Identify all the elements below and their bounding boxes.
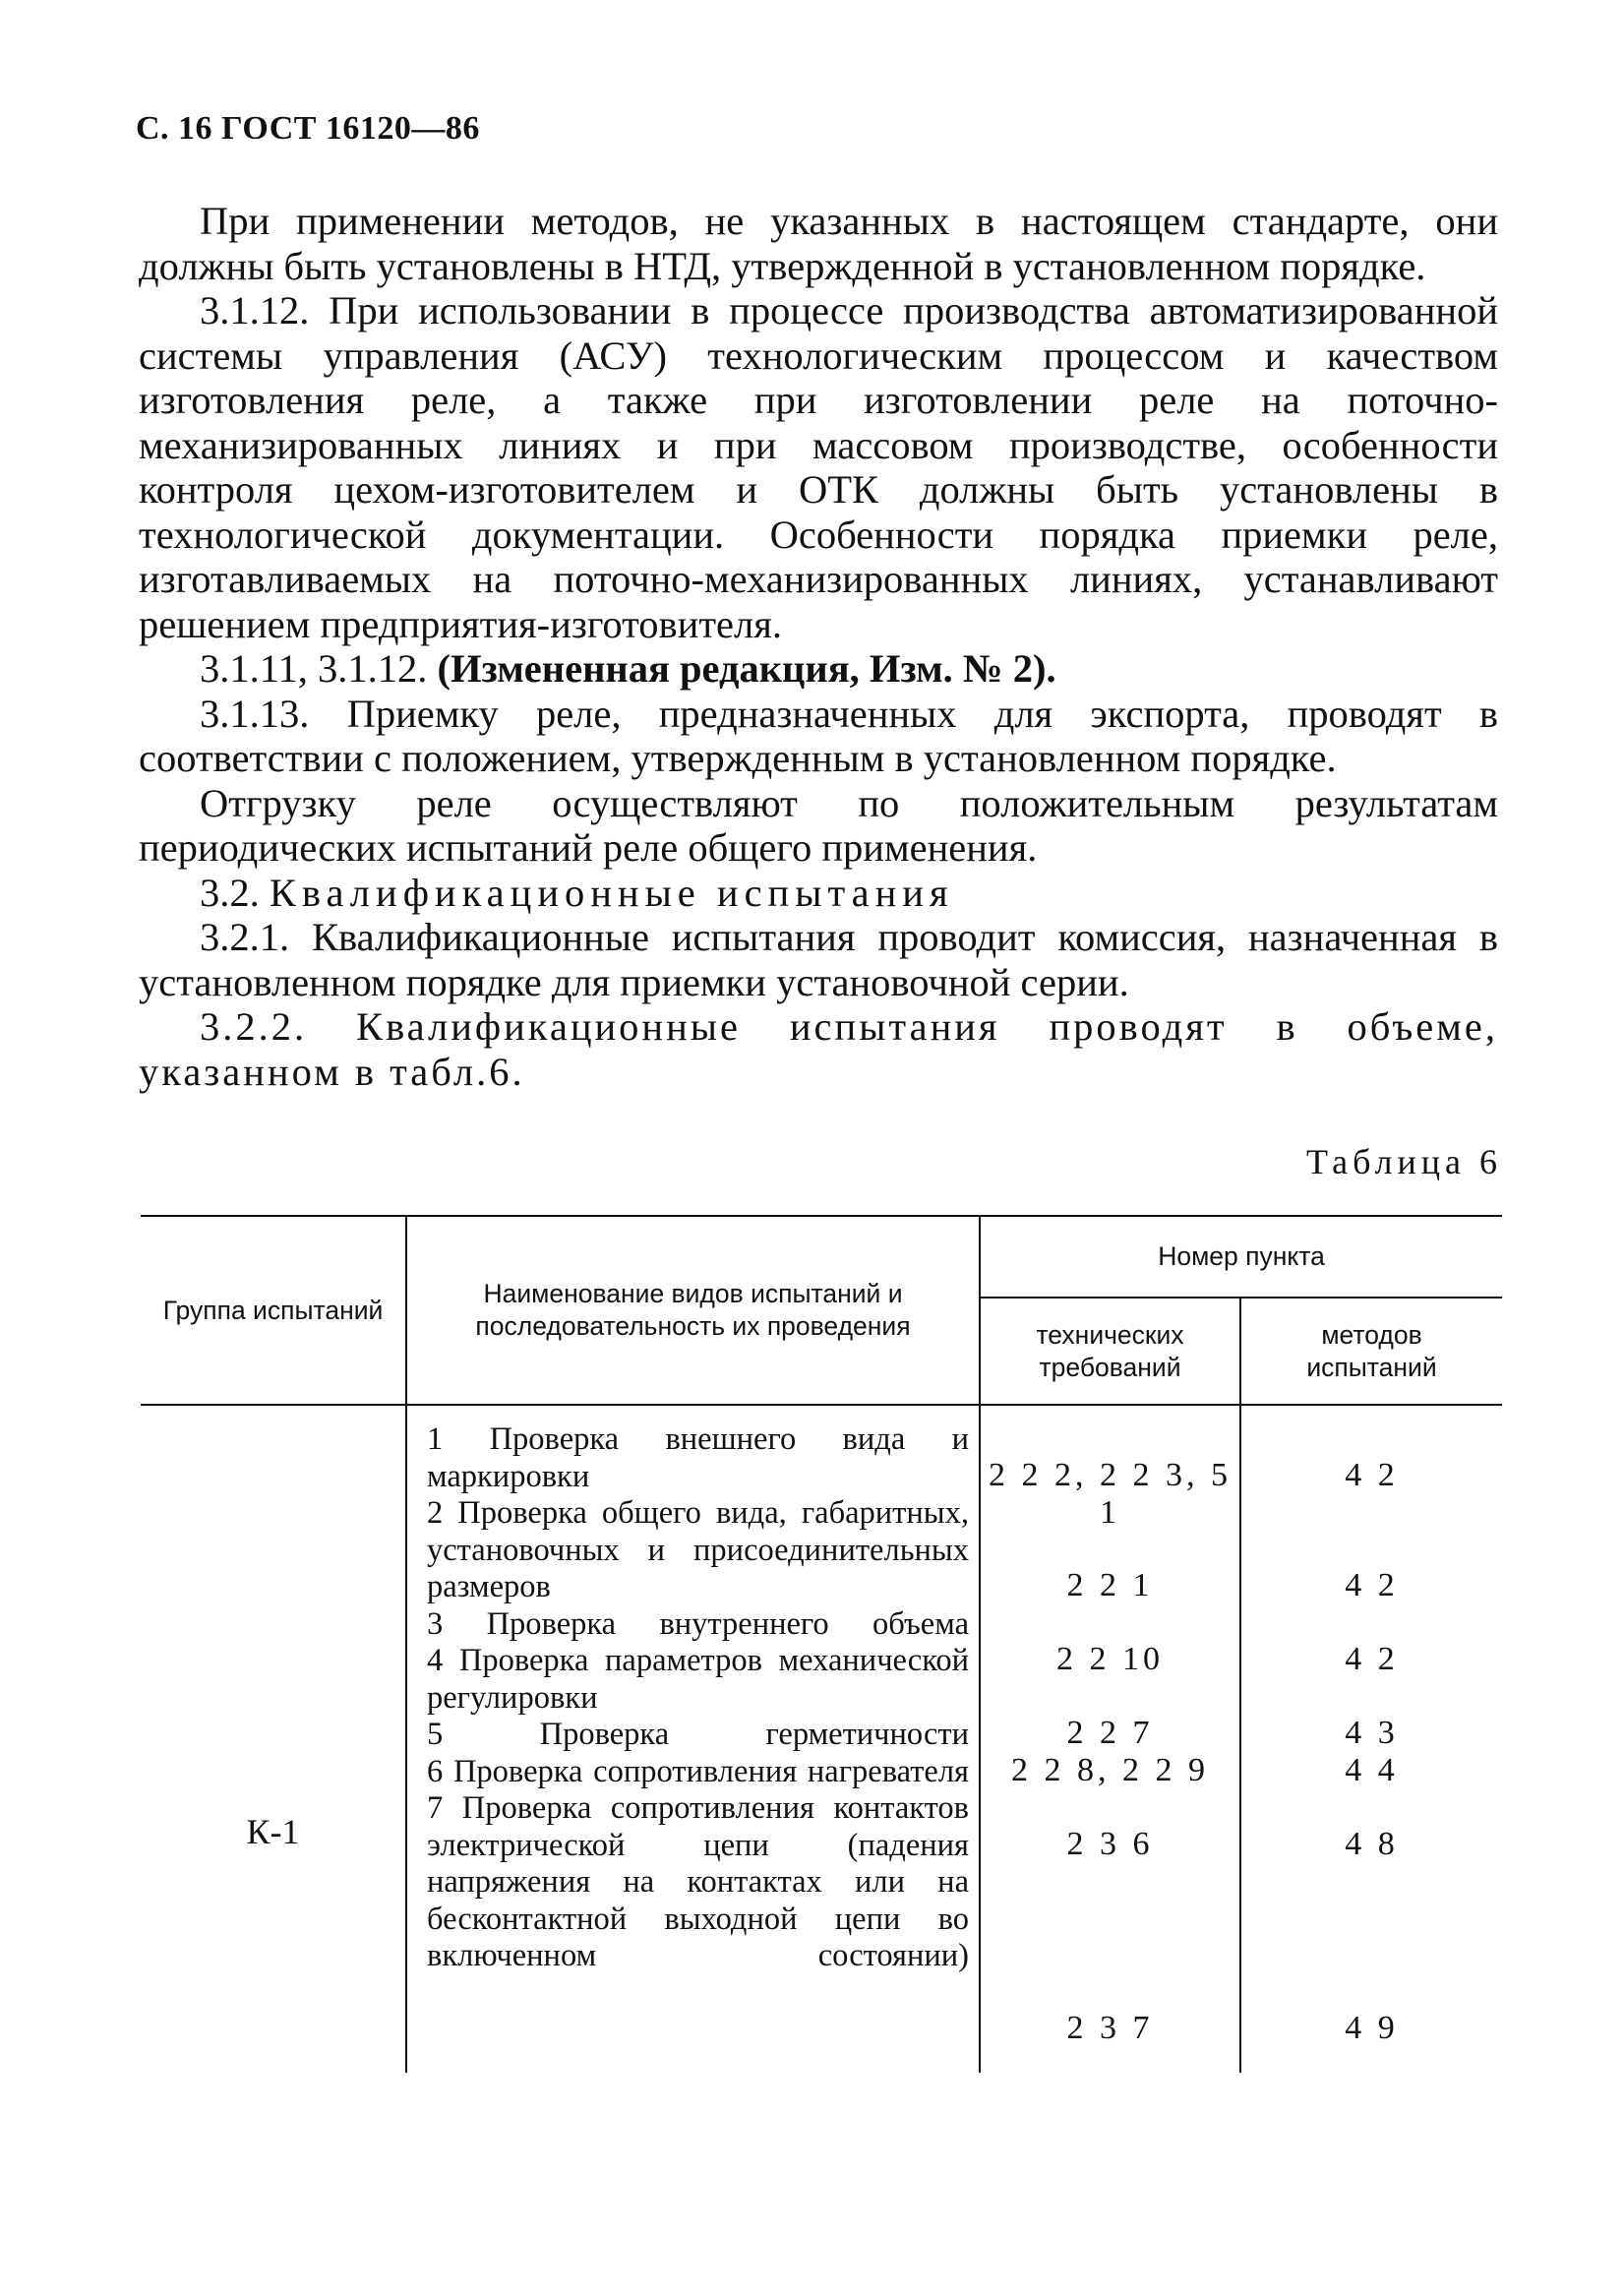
method-ref-4: 4 3 <box>1345 1715 1399 1751</box>
group-label: К-1 <box>246 1812 300 1851</box>
tech-ref-2: 2 2 1 <box>1066 1567 1154 1603</box>
test-item-3: 3 Проверка внутреннего объема <box>427 1605 969 1642</box>
method-ref-1: 4 2 <box>1345 1457 1399 1493</box>
tech-ref-3: 2 2 10 <box>1056 1641 1164 1677</box>
paragraph-3-2-2: 3.2.2. Квалификационные испытания проводят в объеме, указанном в табл.6. <box>139 1004 1498 1094</box>
header-technical-requirements: технических требований <box>980 1298 1240 1405</box>
section-number: 3.2. <box>200 870 270 915</box>
header-clause-number: Номер пункта <box>980 1216 1502 1298</box>
test-item-4: 4 Проверка параметров механической регулировки <box>427 1643 969 1716</box>
test-methods-cell <box>1240 1405 1502 2073</box>
paragraph-3-1-12: 3.1.12. При использовании в процессе производства автоматизированной системы управления (АСУ) технологическим процессом и качеством изготовления реле, а также при изготовлении реле на поточно-механизированных линиях и при массовом производстве, особенности контроля цехом-изготовителем и ОТК должны быть установлены в технологической документации. Особенности порядка приемки реле, изготавливаемых на поточно-механизированных линиях, устанавливают решением предприятия-изготовителя. <box>139 288 1498 646</box>
section-3-2-heading <box>139 871 1498 916</box>
method-ref-2: 4 2 <box>1345 1567 1399 1603</box>
group-cell <box>141 1405 406 2073</box>
paragraph-shipment: Отгрузку реле осуществляют по положительным результатам периодических испытаний реле общего применения. <box>139 780 1498 870</box>
paragraph-methods-ntd: При применении методов, не указанных в настоящем стандарте, они должны быть установлены в НТД, утвержденной в установленном порядке. <box>139 199 1498 288</box>
method-ref-7: 4 9 <box>1345 2010 1399 2046</box>
amendment-note: (Измененная редакция, Изм. № 2). <box>437 646 1056 691</box>
header-test-name: Наименование видов испытаний и последовательность их проведения <box>406 1216 980 1405</box>
section-title: Квалификационные испытания <box>269 870 954 915</box>
table-6 <box>141 1215 1502 2073</box>
test-item-2: 2 Проверка общего вида, габаритных, установочных и присоединительных размеров <box>427 1495 969 1604</box>
body-text <box>139 199 1498 1094</box>
paragraph-amendment <box>139 646 1498 692</box>
tech-ref-7: 2 3 7 <box>1066 2010 1154 2046</box>
technical-requirements-cell <box>980 1405 1240 2073</box>
method-ref-5: 4 4 <box>1345 1752 1399 1788</box>
method-ref-3: 4 2 <box>1345 1641 1399 1677</box>
items-cell <box>406 1405 980 2073</box>
tech-ref-4: 2 2 7 <box>1066 1715 1154 1751</box>
method-ref-6: 4 8 <box>1345 1826 1399 1862</box>
table-caption: Таблица 6 <box>1306 1142 1502 1181</box>
paragraph-3-2-1: 3.2.1. Квалификационные испытания проводит комиссия, назначенная в установленном порядке для приемки установочной серии. <box>139 915 1498 1004</box>
test-item-7: 7 Проверка сопротивления контактов электрической цепи (падения напряжения на контактах или на бесконтактной выходной цепи во включенном состоянии) <box>427 1790 969 1973</box>
tech-ref-1: 2 2 2, 2 2 3, 5 1 <box>989 1457 1232 1531</box>
header-test-methods: методов испытаний <box>1240 1298 1502 1405</box>
qualification-tests-table <box>141 1215 1502 2073</box>
test-item-6: 6 Проверка сопротивления нагревателя <box>427 1753 969 1789</box>
test-item-5: 5 Проверка герметичности <box>427 1717 969 1752</box>
amendment-clauses: 3.1.11, 3.1.12. <box>200 646 438 691</box>
tech-ref-6: 2 3 6 <box>1066 1826 1154 1862</box>
paragraph-3-1-13: 3.1.13. Приемку реле, предназначенных для экспорта, проводят в соответствии с положением, утвержденным в установленном порядке. <box>139 691 1498 780</box>
test-item-1: 1 Проверка внешнего вида и маркировки <box>427 1421 969 1494</box>
page-header: С. 16 ГОСТ 16120—86 <box>136 110 480 147</box>
test-items <box>407 1406 979 1975</box>
header-test-group: Группа испытаний <box>141 1216 406 1405</box>
tech-ref-5: 2 2 8, 2 2 9 <box>1011 1752 1209 1788</box>
